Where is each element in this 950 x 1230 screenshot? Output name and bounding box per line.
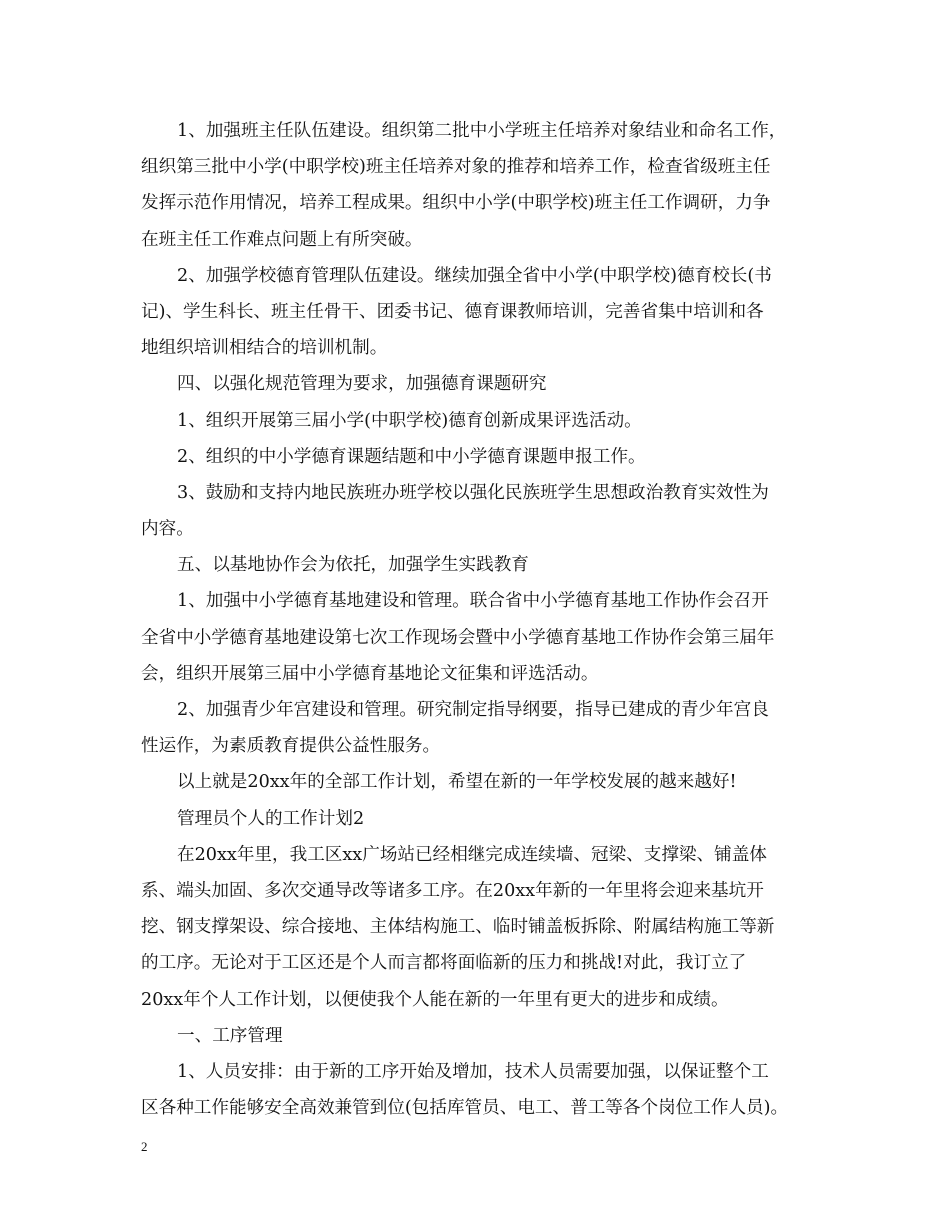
text-line: 组织第三批中小学(中职学校)班主任培养对象的推荐和培养工作，检查省级班主任	[141, 157, 771, 178]
page-number: 2	[141, 1139, 148, 1154]
text-line: 1、人员安排：由于新的工序开始及增加，技术人员需要加强，以保证整个工	[177, 1061, 769, 1082]
text-line: 区各种工作能够安全高效兼管到位(包括库管员、电工、普工等各个岗位工作人员)。	[141, 1098, 789, 1119]
text-line: 性运作，为素质教育提供公益性服务。	[141, 736, 441, 757]
text-line: 2、组织的中小学德育课题结题和中小学德育课题申报工作。	[177, 446, 646, 467]
text-line: 1、加强中小学德育基地建设和管理。联合省中小学德育基地工作协作会召开	[177, 591, 769, 612]
section-heading: 一、工序管理	[177, 1025, 283, 1046]
text-line: 3、鼓励和支持内地民族班办班学校以强化民族班学生思想政治教育实效性为	[177, 482, 769, 503]
section-heading: 五、以基地协作会为依托，加强学生实践教育	[177, 555, 529, 576]
text-line: 全省中小学德育基地建设第七次工作现场会暨中小学德育基地工作协作会第三届年	[141, 627, 775, 648]
text-line: 挖、钢支撑架设、综合接地、主体结构施工、临时铺盖板拆除、附属结构施工等新	[141, 917, 775, 938]
text-line: 地组织培训相结合的培训机制。	[141, 338, 388, 359]
text-line: 内容。	[141, 519, 194, 540]
text-line: 在20xx年里，我工区xx广场站已经相继完成连续墙、冠梁、支撑梁、铺盖体	[177, 844, 767, 865]
text-line: 20xx年个人工作计划，以便使我个人能在新的一年里有更大的进步和成绩。	[141, 989, 729, 1010]
section-heading: 四、以强化规范管理为要求，加强德育课题研究	[177, 374, 547, 395]
text-line: 会，组织开展第三届中小学德育基地论文征集和评选活动。	[141, 663, 599, 684]
text-line: 以上就是20xx年的全部工作计划，希望在新的一年学校发展的越来越好!	[177, 772, 737, 793]
text-line: 系、端头加固、多次交通导改等诸多工序。在20xx年新的一年里将会迎来基坑开	[141, 880, 764, 901]
text-line: 2、加强青少年宫建设和管理。研究制定指导纲要，指导已建成的青少年宫良	[177, 700, 769, 720]
text-line: 2、加强学校德育管理队伍建设。继续加强全省中小学(中职学校)德育校长(书	[177, 265, 772, 286]
text-line: 发挥示范作用情况，培养工程成果。组织中小学(中职学校)班主任工作调研，力争	[141, 193, 771, 214]
document-subtitle: 管理员个人的工作计划2	[177, 808, 365, 829]
document-body	[141, 113, 821, 1126]
text-line: 1、组织开展第三届小学(中职学校)德育创新成果评选活动。	[177, 410, 642, 431]
text-line: 记)、学生科长、班主任骨干、团委书记、德育课教师培训，完善省集中培训和各	[141, 301, 764, 322]
text-line: 的工序。无论对于工区还是个人而言都将面临新的压力和挑战!对此，我订立了	[141, 953, 747, 974]
text-line: 在班主任工作难点问题上有所突破。	[141, 229, 423, 250]
text-line: 1、加强班主任队伍建设。组织第二批中小学班主任培养对象结业和命名工作，	[177, 121, 787, 141]
